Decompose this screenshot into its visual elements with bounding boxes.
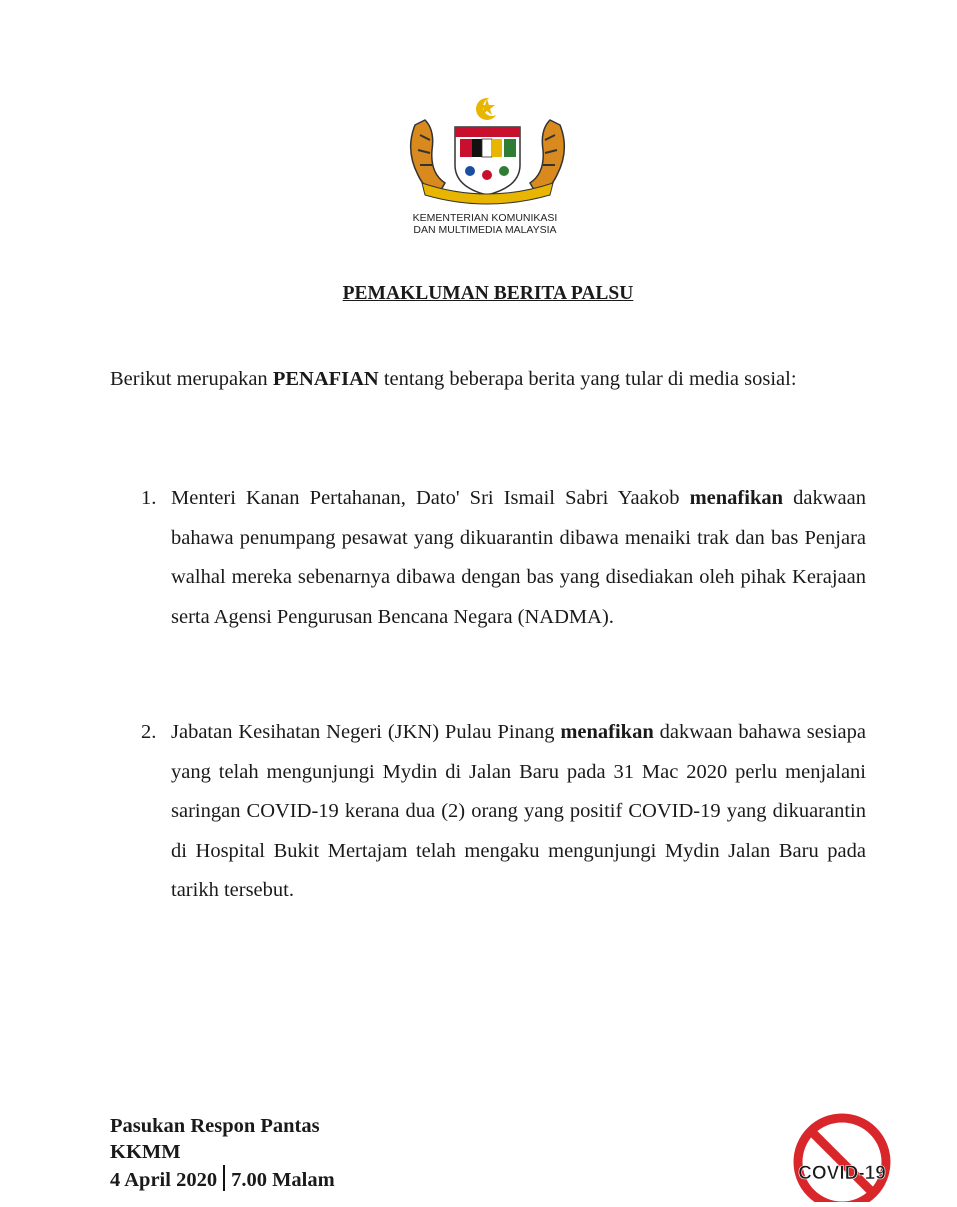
intro-paragraph (110, 360, 866, 398)
item-bold: menafikan (560, 721, 654, 743)
list-item (110, 713, 866, 911)
item-text-after: dakwaan bahawa penumpang pesawat yang dikuarantin dibawa menaiki trak dan bas Penjara walhal mereka sebenarnya dibawa dengan bas yang disediakan oleh pihak Kerajaan serta Agensi Pengurusan Bencana Negara (NADMA). (171, 487, 866, 628)
intro-text-after: tentang beberapa berita yang tular di media sosial: (378, 368, 797, 390)
date-time (110, 1165, 335, 1193)
item-text-before: Jabatan Kesihatan Negeri (JKN) Pulau Pinang (171, 721, 561, 743)
item-text-before: Menteri Kanan Pertahanan, Dato' Sri Ismail Sabri Yaakob (171, 487, 690, 509)
no-entry-icon (787, 1112, 897, 1202)
organization: KKMM (110, 1141, 181, 1163)
ministry-line-1: KEMENTERIAN KOMUNIKASI (412, 212, 558, 224)
signature-block (110, 1113, 335, 1193)
intro-bold: PENAFIAN (272, 368, 379, 390)
time: 7.00 Malam (231, 1169, 335, 1191)
intro-text-before: Berikut merupakan (110, 368, 273, 390)
item-text (171, 479, 866, 637)
badge-label: COVID-19 (798, 1163, 886, 1184)
team-name: Pasukan Respon Pantas (110, 1115, 320, 1137)
date: 4 April 2020 (110, 1169, 218, 1191)
item-number: 2. (141, 721, 157, 743)
item-number: 1. (141, 487, 157, 509)
document-title: PEMAKLUMAN BERITA PALSU (342, 283, 634, 304)
divider (223, 1165, 225, 1191)
item-bold: menafikan (689, 487, 783, 509)
ministry-name (380, 212, 590, 236)
ministry-line-2: DAN MULTIMEDIA MALAYSIA (413, 224, 557, 236)
item-text-after: dakwaan bahawa sesiapa yang telah mengunjungi Mydin di Jalan Baru pada 31 Mac 2020 perlu menjalani saringan COVID-19 kerana dua (2) orang yang positif COVID-19 yang dikuarantin di Hospital Bukit Mertajam telah mengaku mengunjungi Mydin Jalan Baru pada tarikh tersebut. (171, 721, 866, 901)
list-item (110, 479, 866, 637)
no-covid-badge (787, 1112, 897, 1202)
crest-icon (400, 95, 575, 210)
item-text (171, 713, 866, 911)
